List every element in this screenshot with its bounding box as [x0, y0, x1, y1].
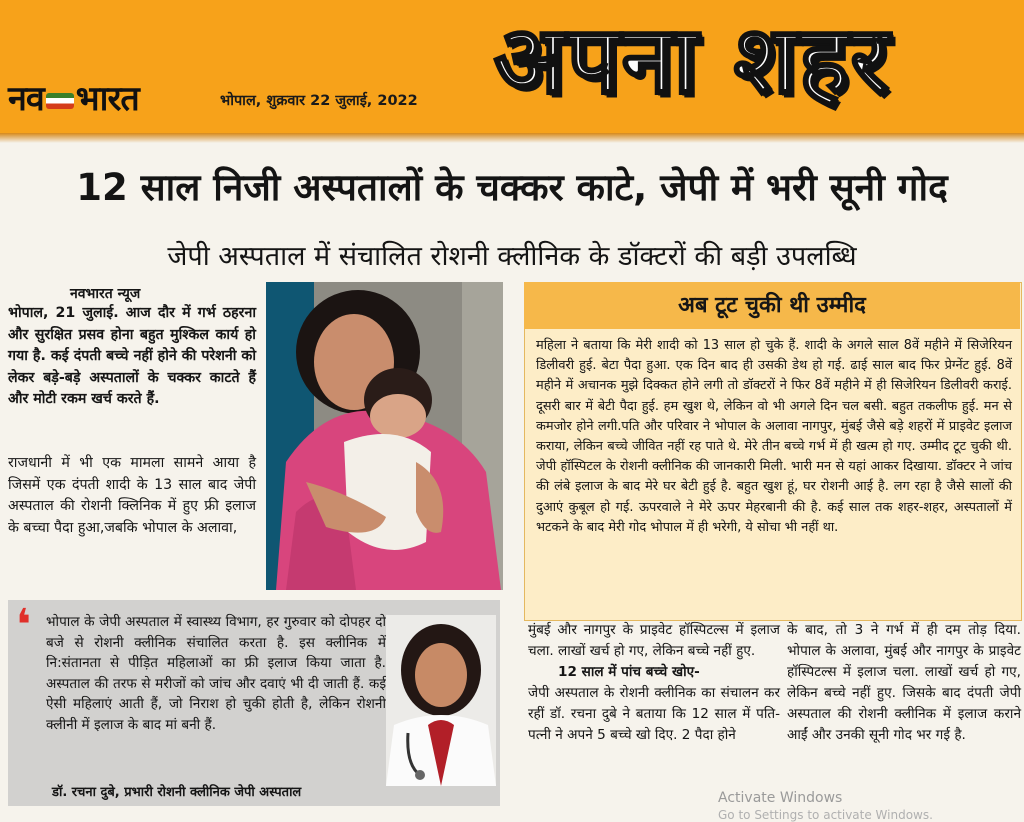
brand-left: नव	[8, 79, 44, 119]
mother-baby-photo	[266, 282, 503, 590]
brand-right: भारत	[75, 79, 139, 119]
col2-text2: जेपी अस्पताल के रोशनी क्लीनिक का संचालन कर रहीं डॉ. रचना दुबे ने बताया कि 12 साल में पति-पत्नी ने अपने 5 बच्चे खो दिए. 2 पैदा होने	[528, 685, 780, 743]
brand-logo-icon	[46, 93, 74, 109]
masthead-shadow	[0, 133, 1024, 143]
sidebar-box-title: अब टूट चुकी थी उम्मीद	[678, 293, 866, 318]
quote-mark-icon: ❛	[16, 600, 32, 651]
col2-subhead: 12 साल में पांच बच्चे खोए-	[558, 664, 700, 680]
quote-credit: डॉ. रचना दुबे, प्रभारी रोशनी क्लीनिक जेपी अस्पताल	[52, 785, 302, 800]
sidebar-box-body: महिला ने बताया कि मेरी शादी को 13 साल हो चुके हैं. शादी के अगले साल 8वें महीने में सिजेरियन डिलीवरी हुई. बेटा पैदा हुआ. एक दिन बाद ही उसकी डेथ हो गई. ढाई साल बाद फिर प्रेग्नेंट हुई. 8वें महीने में अचानक मुझे दिक्कत होने लगी तो डॉक्टरों ने फिर 8वें महीने में ही सिजेरियन डिलीवरी कराई. दूसरी बार में बेटी पैदा हुई. हम खुश थे, लेकिन वो भी अगले दिन चल बसी. बहुत तकलीफ हुई. मन से कमजोर होने लगी.पति और परिवार ने भोपाल के अलावा नागपुर, मुंबई जैसे बड़े शहरों में प्राइवेट इलाज कराया, लेकिन बच्चे जीवित नहीं रह पाते थे. मेरे तीन बच्चे गर्भ में ही खत्म हो गए. उम्मीद टूट चुकी थी. जेपी हॉस्पिटल के रोशनी क्लीनिक की जानकारी मिली. भारी मन से यहां आकर दिखाया. डॉक्टर ने जांच की लंबे इलाज के बाद मेरे घर बेटी हुई है. बहुत खुश हूं, घर रोशनी आई है. लग रहा है जैसे सालों की दुआएं कुबूल हो गई. ऊपरवाले ने मेरे ऊपर मेहरबानी की है. कई साल तक शहर-शहर, अस्पतालों में भटकने के बाद मेरी गोद भोपाल में ही भरेगी, ये सोचा भी नहीं था.	[536, 338, 1012, 535]
headline: 12 साल निजी अस्पतालों के चक्कर काटे, जेपी में भरी सूनी गोद	[76, 166, 948, 209]
activate-windows-watermark: Activate Windows	[718, 790, 843, 806]
mother-baby-illustration	[266, 282, 503, 590]
col2-text: मुंबई और नागपुर के प्राइवेट हॉस्पिटल्स में इलाज चला. लाखों खर्च हो गए, लेकिन बच्चे नहीं हुए.	[528, 622, 780, 659]
doctor-illustration	[386, 615, 496, 786]
quote-text: भोपाल के जेपी अस्पताल में स्वास्थ्य विभाग, हर गुरुवार को दोपहर दो बजे से रोशनी क्लीनिक संचालित करता है. इस क्लीनिक में नि:संतानता से पीड़ित महिलाओं का फ्री इलाज किया जाता है. अस्पताल की तरफ से मरीजों को जांच और दवाएं भी दी जाती हैं. कई ऐसी महिलाएं आती हैं, जो निराश हो चुकी होती है, लेकिन रोशनी क्लीनी में इलाज के बाद मां बनी हैं.	[46, 614, 386, 733]
article-body-col3: के बाद, तो 3 ने गर्भ में ही दम तोड़ दिया. भोपाल के अलावा, मुंबई और नागपुर के प्राइवेट हॉस्पिटल्स में इलाज चला. लाखों खर्च हो गए, लेकिन बच्चे नहीं हुए. जिसके बाद दंपती जेपी अस्पताल की रोशनी क्लीनिक में इलाज कराने आईं और उनकी सूनी गोद भर गई है.	[787, 622, 1021, 743]
section-title: अपना शहर	[494, 6, 891, 114]
subheadline: जेपी अस्पताल में संचालित रोशनी क्लीनिक के डॉक्टरों की बड़ी उपलब्धि	[167, 241, 857, 272]
activate-windows-hint: Go to Settings to activate Windows.	[718, 808, 933, 822]
newspaper-brand	[8, 74, 139, 120]
byline: नवभारत न्यूज	[70, 286, 141, 302]
article-lead: भोपाल, 21 जुलाई. आज दौर में गर्भ ठहरना और सुरक्षित प्रसव होना बहुत मुश्किल कार्य हो गया है. कई दंपती बच्चे नहीं होने की परेशनी को लेकर बड़े-बड़े अस्पतालों के चक्कर काटते हैं और मोटी रकम खर्च करते हैं.	[8, 305, 256, 407]
article-body-col1: राजधानी में भी एक मामला सामने आया है जिसमें एक दंपती शादी के 13 साल बाद जेपी अस्पताल की रोशनी क्लिनिक में हुए फ्री इलाज के बच्चा पैदा हुआ,जबकि भोपाल के अलावा,	[8, 455, 256, 536]
article-body-col2	[528, 620, 780, 746]
doctor-photo	[386, 615, 496, 786]
dateline: भोपाल, शुक्रवार 22 जुलाई, 2022	[220, 93, 418, 109]
